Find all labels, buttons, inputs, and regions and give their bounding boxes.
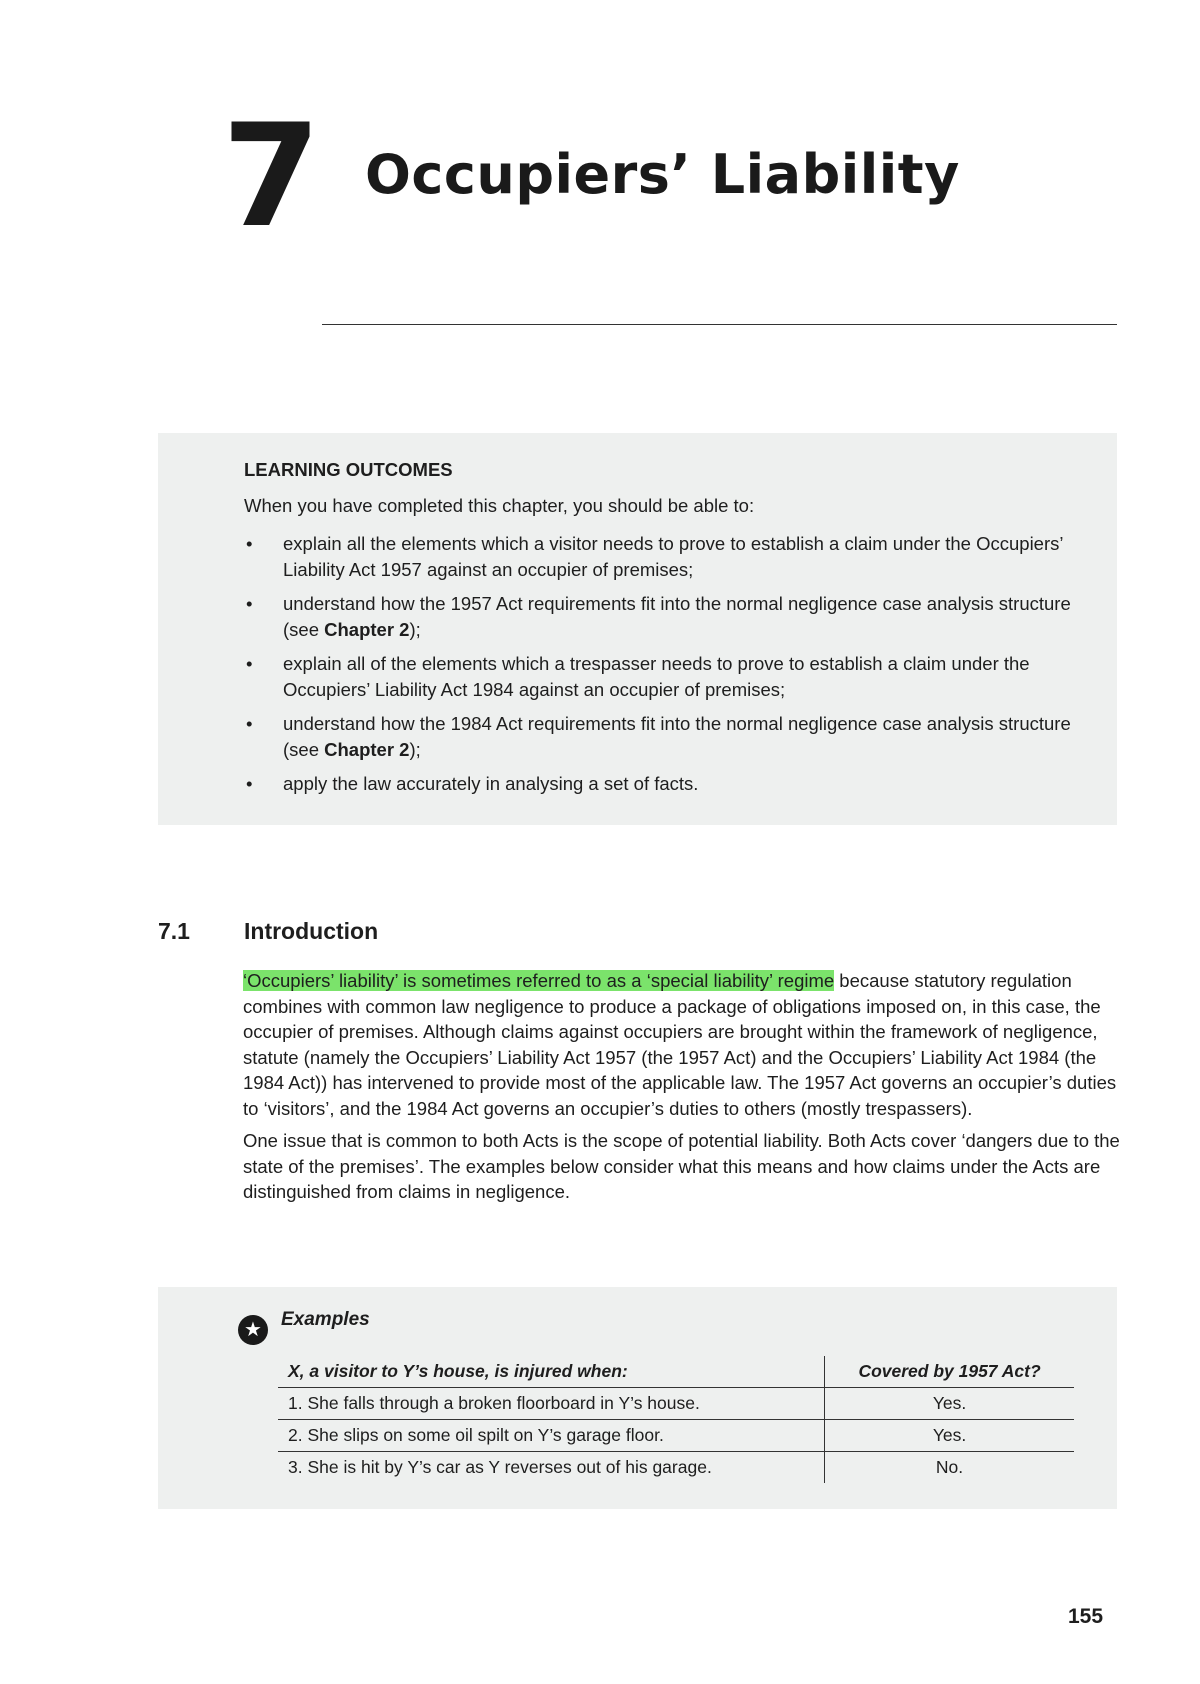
- chapter-reference: Chapter 2: [324, 739, 410, 760]
- learning-outcomes-list: [244, 531, 1087, 797]
- list-item: • understand how the 1984 Act requirements fit into the normal negligence case analysis structure (see Chapter 2);: [246, 713, 1071, 760]
- table-cell: 1. She falls through a broken floorboard in Y’s house.: [278, 1388, 825, 1420]
- chapter-number: 7: [222, 94, 317, 259]
- table-cell: Yes.: [825, 1388, 1074, 1420]
- bullet: •: [246, 533, 253, 554]
- column-header: Covered by 1957 Act?: [825, 1356, 1074, 1388]
- list-item: • explain all the elements which a visitor needs to prove to establish a claim under the Occupiers’ Liability Act 1957 against an occupier of premises;: [246, 533, 1063, 580]
- table-row: [278, 1388, 1074, 1420]
- learning-outcomes-intro: When you have completed this chapter, you should be able to:: [244, 495, 755, 516]
- paragraph: One issue that is common to both Acts is the scope of potential liability. Both Acts cover ‘dangers due to the state of the premises’. The examples below consider what this means and how claims under the Acts are distinguished from claims in negligence.: [243, 1130, 1120, 1202]
- table-cell: No.: [825, 1452, 1074, 1484]
- examples-table: [278, 1356, 1074, 1483]
- section-number: 7.1: [158, 918, 190, 944]
- examples-heading: Examples: [281, 1309, 370, 1330]
- examples-box: [158, 1287, 1117, 1509]
- paragraph: ‘Occupiers’ liability’ is sometimes referred to as a ‘special liability’ regime because statutory regulation combines with common law negligence to produce a package of obligations imposed on, in this case, the occupier of premises. Although claims against occupiers are brought within the framework of negligence, statute (namely the Occupiers’ Liability Act 1957 (the 1957 Act) and the Occupiers’ Liability Act 1984 (the 1984 Act)) has intervened to provide most of the applicable law. The 1957 Act governs an occupier’s duties to ‘visitors’, and the 1984 Act governs an occupier’s duties to others (mostly trespassers).: [243, 970, 1117, 1119]
- section-title: Introduction: [244, 918, 379, 944]
- table-row: [278, 1420, 1074, 1452]
- highlighted-text: ‘Occupiers’ liability’ is sometimes referred to as a ‘special liability’ regime: [243, 970, 835, 991]
- table-cell: 3. She is hit by Y’s car as Y reverses out of his garage.: [288, 1457, 712, 1477]
- bullet: •: [246, 773, 253, 794]
- list-item: • apply the law accurately in analysing a set of facts.: [244, 771, 1087, 797]
- chapter-reference: Chapter 2: [324, 619, 410, 640]
- table-cell: Yes.: [825, 1420, 1074, 1452]
- column-header: X, a visitor to Y’s house, is injured when:: [278, 1356, 825, 1388]
- list-item: • understand how the 1957 Act requirements fit into the normal negligence case analysis structure (see Chapter 2);: [246, 593, 1071, 640]
- section-body: [243, 968, 1123, 1212]
- list-item: • explain all of the elements which a trespasser needs to prove to establish a claim under the Occupiers’ Liability Act 1984 against an occupier of premises;: [246, 653, 1030, 700]
- bullet: •: [246, 593, 253, 614]
- bullet: •: [246, 653, 253, 674]
- title-divider: [322, 324, 1117, 325]
- learning-outcomes-box: [158, 433, 1117, 825]
- table-cell: 2. She slips on some oil spilt on Y’s garage floor.: [278, 1420, 825, 1452]
- star-icon: ★: [238, 1315, 268, 1345]
- page-number: 155: [1068, 1605, 1104, 1628]
- bullet: •: [246, 713, 253, 734]
- table-header-row: [278, 1356, 1074, 1388]
- learning-outcomes-heading: LEARNING OUTCOMES: [244, 459, 453, 480]
- chapter-title: Occupiers’ Liability: [365, 143, 960, 206]
- table-row: [278, 1452, 1074, 1484]
